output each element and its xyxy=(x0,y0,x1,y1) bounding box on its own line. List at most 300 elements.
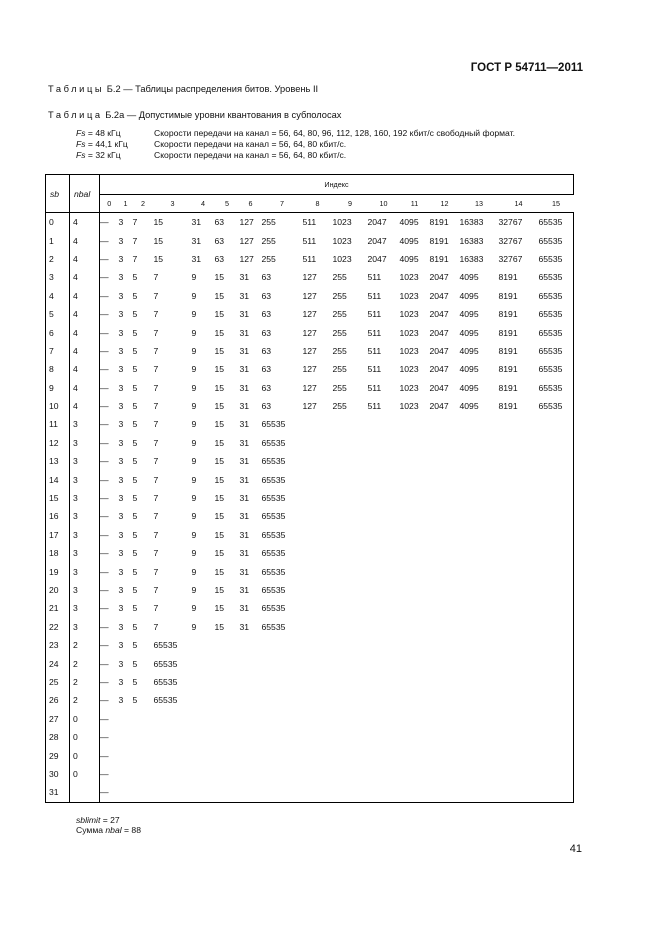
index-value-cell xyxy=(119,710,133,728)
index-value-cell: 31 xyxy=(239,548,250,559)
index-value-cell: 15 xyxy=(214,621,225,632)
index-value-cell: — xyxy=(100,253,109,264)
index-value-cell xyxy=(460,526,499,544)
index-value-cell: 15 xyxy=(214,345,225,356)
index-value-cell: 1023 xyxy=(399,309,419,320)
index-value-cell xyxy=(460,746,499,764)
index-value-cell xyxy=(303,434,333,452)
table-row xyxy=(46,305,574,323)
sb-cell: 25 xyxy=(46,673,70,691)
index-value-cell: — xyxy=(100,217,109,228)
index-value-cell xyxy=(368,434,400,452)
index-value-cell xyxy=(333,489,368,507)
index-value-cell: 9 xyxy=(191,327,197,338)
index-value-cell xyxy=(460,728,499,746)
fs-value: = 32 кГц xyxy=(85,150,121,161)
index-value-cell: 255 xyxy=(332,309,347,320)
index-value-cell xyxy=(400,765,430,783)
index-value-cell xyxy=(262,654,303,672)
nbal-cell: 4 xyxy=(70,397,100,415)
index-header-row xyxy=(46,195,574,213)
nbal-cell: 0 xyxy=(70,728,100,746)
index-value-cell: 9 xyxy=(191,621,197,632)
index-value-cell xyxy=(192,728,215,746)
index-value-cell xyxy=(368,710,400,728)
index-value-cell xyxy=(192,673,215,691)
index-value-cell: 63 xyxy=(261,290,272,301)
nbal-cell: 4 xyxy=(70,268,100,286)
index-value-cell xyxy=(262,728,303,746)
index-value-cell: 15 xyxy=(214,474,225,485)
index-value-cell: 5 xyxy=(132,456,138,467)
nbal-cell xyxy=(70,783,100,802)
table-row xyxy=(46,710,574,728)
index-value-cell xyxy=(499,470,539,488)
index-value-cell xyxy=(400,673,430,691)
index-value-cell: 15 xyxy=(214,309,225,320)
index-value-cell: 65535 xyxy=(539,268,574,286)
index-value-cell xyxy=(539,415,574,433)
index-value-cell: 31 xyxy=(239,566,250,577)
index-value-cell xyxy=(499,618,539,636)
index-value-cell: 1023 xyxy=(399,327,419,338)
index-value-cell: 7 xyxy=(153,401,159,412)
nbal-sum-prefix: Сумма xyxy=(76,825,106,835)
index-value-cell xyxy=(539,636,574,654)
index-value-cell: 65535 xyxy=(539,250,574,268)
index-value-cell xyxy=(430,673,460,691)
index-value-cell: — xyxy=(100,345,109,356)
nbal-cell: 3 xyxy=(70,415,100,433)
index-value-cell xyxy=(460,654,499,672)
index-value-cell: 511 xyxy=(367,401,382,412)
index-value-cell: 65535 xyxy=(261,621,286,632)
index-value-cell xyxy=(430,691,460,709)
column-header-sb: sb xyxy=(46,175,70,213)
index-value-cell: 7 xyxy=(153,364,159,375)
sb-cell: 9 xyxy=(46,379,70,397)
index-value-cell xyxy=(499,415,539,433)
index-value-cell: 1023 xyxy=(399,272,419,283)
index-value-cell xyxy=(240,746,262,764)
index-value-cell xyxy=(499,562,539,580)
index-value-cell: 4095 xyxy=(459,382,479,393)
nbal-cell: 0 xyxy=(70,710,100,728)
index-value-cell: 7 xyxy=(153,493,159,504)
index-value-cell: 3 xyxy=(118,566,124,577)
index-value-cell xyxy=(499,507,539,525)
index-value-cell: 31 xyxy=(239,290,250,301)
index-value-cell xyxy=(303,489,333,507)
index-value-cell xyxy=(539,710,574,728)
index-value-cell xyxy=(430,544,460,562)
index-value-cell xyxy=(119,783,133,802)
index-value-cell: 1023 xyxy=(399,345,419,356)
index-value-cell xyxy=(400,599,430,617)
index-value-cell: — xyxy=(100,695,109,706)
index-value-cell: 5 xyxy=(132,676,138,687)
index-value-cell xyxy=(539,691,574,709)
index-column-header: 7 xyxy=(262,195,303,213)
index-value-cell: 9 xyxy=(191,290,197,301)
index-value-cell: 511 xyxy=(367,364,382,375)
index-value-cell xyxy=(460,636,499,654)
index-value-cell: 511 xyxy=(367,382,382,393)
index-value-cell: 4095 xyxy=(459,345,479,356)
index-value-cell: 7 xyxy=(153,419,159,430)
index-value-cell: 5 xyxy=(132,309,138,320)
index-value-cell xyxy=(333,654,368,672)
index-value-cell: 65535 xyxy=(261,603,286,614)
index-value-cell xyxy=(119,765,133,783)
column-header-nbal: nbal xyxy=(70,175,100,213)
index-value-cell xyxy=(430,618,460,636)
index-value-cell: 65535 xyxy=(539,379,574,397)
index-value-cell xyxy=(430,654,460,672)
index-value-cell: 7 xyxy=(153,529,159,540)
index-value-cell: 3 xyxy=(118,548,124,559)
index-value-cell: 16383 xyxy=(459,235,484,246)
index-value-cell: — xyxy=(100,474,109,485)
index-value-cell: 31 xyxy=(239,511,250,522)
index-value-cell xyxy=(400,636,430,654)
table-row xyxy=(46,489,574,507)
index-value-cell: 63 xyxy=(261,272,272,283)
index-value-cell xyxy=(499,489,539,507)
index-value-cell: 31 xyxy=(239,474,250,485)
index-value-cell: 8191 xyxy=(498,401,518,412)
index-value-cell xyxy=(400,728,430,746)
index-value-cell: 3 xyxy=(118,585,124,595)
index-value-cell xyxy=(133,728,154,746)
nbal-cell: 2 xyxy=(70,691,100,709)
index-value-cell xyxy=(539,562,574,580)
index-value-cell: 4095 xyxy=(399,253,419,264)
index-value-cell: 2047 xyxy=(429,290,449,301)
nbal-cell: 3 xyxy=(70,581,100,599)
sb-cell: 14 xyxy=(46,470,70,488)
index-value-cell xyxy=(539,618,574,636)
index-value-cell: 65535 xyxy=(539,287,574,305)
index-value-cell: 4095 xyxy=(399,235,419,246)
index-value-cell: — xyxy=(100,364,109,375)
index-value-cell xyxy=(154,728,192,746)
index-value-cell: 5 xyxy=(132,493,138,504)
sb-cell: 31 xyxy=(46,783,70,802)
index-value-cell: 3 xyxy=(118,345,124,356)
index-value-cell: 65535 xyxy=(153,658,178,669)
index-value-cell: 127 xyxy=(302,327,317,338)
table-row xyxy=(46,581,574,599)
index-value-cell xyxy=(400,654,430,672)
index-value-cell: 65535 xyxy=(261,419,286,430)
index-value-cell xyxy=(240,636,262,654)
sb-cell: 5 xyxy=(46,305,70,323)
table-row xyxy=(46,379,574,397)
index-column-header: 5 xyxy=(215,195,240,213)
index-value-cell xyxy=(262,636,303,654)
table-b2-title xyxy=(48,84,318,94)
index-value-cell: 1023 xyxy=(399,364,419,375)
index-value-cell: 9 xyxy=(191,419,197,430)
index-value-cell: 2047 xyxy=(429,309,449,320)
index-value-cell xyxy=(539,544,574,562)
index-value-cell: 7 xyxy=(153,309,159,320)
index-value-cell: 63 xyxy=(214,217,225,228)
index-value-cell: 15 xyxy=(214,493,225,504)
index-value-cell: 8191 xyxy=(429,253,449,264)
table-row xyxy=(46,654,574,672)
index-value-cell: 15 xyxy=(214,603,225,614)
nbal-cell: 3 xyxy=(70,434,100,452)
index-value-cell xyxy=(368,636,400,654)
index-value-cell: 9 xyxy=(191,382,197,393)
index-column-header: 15 xyxy=(539,195,574,213)
index-value-cell: — xyxy=(100,548,109,559)
index-value-cell xyxy=(262,691,303,709)
index-value-cell xyxy=(368,415,400,433)
index-value-cell xyxy=(368,562,400,580)
index-value-cell: 1023 xyxy=(399,401,419,412)
index-value-cell: — xyxy=(100,493,109,504)
index-value-cell: 511 xyxy=(302,253,317,264)
fs-description: Скорости передачи на канал = 56, 64, 80 кбит/с. xyxy=(154,139,347,150)
index-value-cell: 3 xyxy=(118,511,124,522)
index-value-cell: 255 xyxy=(332,364,347,375)
index-value-cell xyxy=(460,489,499,507)
index-value-cell xyxy=(133,765,154,783)
index-value-cell xyxy=(368,544,400,562)
index-value-cell: 511 xyxy=(367,290,382,301)
index-column-header: 11 xyxy=(400,195,430,213)
nbal-cell: 0 xyxy=(70,746,100,764)
index-value-cell: 31 xyxy=(239,493,250,504)
index-value-cell xyxy=(154,710,192,728)
index-value-cell: 127 xyxy=(302,272,317,283)
index-value-cell: 5 xyxy=(132,511,138,522)
index-value-cell: 2047 xyxy=(367,253,387,264)
index-value-cell: 9 xyxy=(191,456,197,467)
index-value-cell: 65535 xyxy=(539,397,574,415)
fs-symbol: Fs xyxy=(76,128,86,138)
index-value-cell: 2047 xyxy=(429,401,449,412)
index-value-cell: 5 xyxy=(132,640,138,651)
index-value-cell xyxy=(303,636,333,654)
index-value-cell xyxy=(539,507,574,525)
index-value-cell: 65535 xyxy=(261,474,286,485)
index-value-cell: 32767 xyxy=(498,253,523,264)
table-row xyxy=(46,618,574,636)
index-value-cell: 7 xyxy=(153,474,159,485)
sb-cell: 19 xyxy=(46,562,70,580)
index-value-cell xyxy=(400,544,430,562)
index-value-cell: — xyxy=(100,529,109,540)
nbal-cell: 4 xyxy=(70,342,100,360)
index-value-cell xyxy=(460,434,499,452)
index-value-cell xyxy=(192,783,215,802)
table-row xyxy=(46,287,574,305)
table-row xyxy=(46,544,574,562)
index-value-cell xyxy=(303,599,333,617)
sblimit-note xyxy=(76,815,120,825)
index-value-cell: 31 xyxy=(239,327,250,338)
index-value-cell: 3 xyxy=(118,217,124,228)
index-value-cell xyxy=(215,746,240,764)
index-value-cell xyxy=(460,544,499,562)
index-value-cell: 3 xyxy=(118,419,124,430)
index-value-cell: 5 xyxy=(132,382,138,393)
sb-cell: 20 xyxy=(46,581,70,599)
index-value-cell xyxy=(499,544,539,562)
index-value-cell xyxy=(303,618,333,636)
index-value-cell: 16383 xyxy=(459,253,484,264)
index-value-cell xyxy=(333,746,368,764)
index-value-cell xyxy=(333,507,368,525)
index-value-cell: 2047 xyxy=(429,272,449,283)
sblimit-value: = 27 xyxy=(100,815,120,825)
index-value-cell xyxy=(262,710,303,728)
index-value-cell: 63 xyxy=(261,345,272,356)
index-value-cell xyxy=(333,691,368,709)
sblimit-symbol: sblimit xyxy=(76,815,101,825)
index-value-cell: 65535 xyxy=(539,323,574,341)
table-row xyxy=(46,728,574,746)
index-value-cell: 3 xyxy=(118,253,124,264)
index-value-cell xyxy=(430,636,460,654)
nbal-sum-note xyxy=(76,825,141,835)
index-column-header: 6 xyxy=(240,195,262,213)
index-value-cell: 15 xyxy=(214,585,225,595)
sb-cell: 4 xyxy=(46,287,70,305)
index-value-cell xyxy=(400,434,430,452)
index-value-cell: 1023 xyxy=(332,217,352,228)
index-column-header: 14 xyxy=(499,195,539,213)
index-value-cell xyxy=(303,783,333,802)
sb-cell: 27 xyxy=(46,710,70,728)
index-value-cell: 1023 xyxy=(332,253,352,264)
index-value-cell: 3 xyxy=(118,658,124,669)
index-value-cell: 3 xyxy=(118,640,124,651)
index-value-cell xyxy=(262,783,303,802)
index-value-cell: 15 xyxy=(214,401,225,412)
index-value-cell: 511 xyxy=(302,235,317,246)
index-value-cell: 31 xyxy=(239,272,250,283)
index-value-cell: 127 xyxy=(302,401,317,412)
index-value-cell xyxy=(133,746,154,764)
index-value-cell xyxy=(368,618,400,636)
index-value-cell: 31 xyxy=(239,529,250,540)
index-value-cell xyxy=(499,765,539,783)
index-value-cell: 8191 xyxy=(498,364,518,375)
index-value-cell: 7 xyxy=(153,327,159,338)
index-value-cell xyxy=(333,728,368,746)
index-value-cell: 9 xyxy=(191,309,197,320)
nbal-cell: 4 xyxy=(70,250,100,268)
table-row xyxy=(46,342,574,360)
index-value-cell xyxy=(460,452,499,470)
index-value-cell: 65535 xyxy=(539,305,574,323)
index-value-cell: 255 xyxy=(261,217,276,228)
index-value-cell: 16383 xyxy=(459,217,484,228)
index-value-cell: 9 xyxy=(191,566,197,577)
index-value-cell: 65535 xyxy=(261,548,286,559)
index-value-cell: 3 xyxy=(118,695,124,706)
index-value-cell xyxy=(215,636,240,654)
nbal-cell: 4 xyxy=(70,305,100,323)
index-value-cell: 63 xyxy=(261,382,272,393)
table-b2a-label: Таблица xyxy=(48,110,103,120)
index-value-cell: 7 xyxy=(153,511,159,522)
index-value-cell: 5 xyxy=(132,290,138,301)
index-value-cell: 9 xyxy=(191,345,197,356)
index-value-cell: 5 xyxy=(132,548,138,559)
index-value-cell xyxy=(192,710,215,728)
index-value-cell xyxy=(368,470,400,488)
index-value-cell: 5 xyxy=(132,327,138,338)
nbal-sum-value: = 88 xyxy=(121,825,141,835)
index-value-cell: 65535 xyxy=(261,585,286,595)
column-header-index: Индекс xyxy=(100,175,574,195)
index-value-cell xyxy=(460,618,499,636)
index-value-cell xyxy=(539,746,574,764)
index-value-cell: 9 xyxy=(191,603,197,614)
table-row xyxy=(46,231,574,249)
index-value-cell: 7 xyxy=(153,548,159,559)
index-value-cell: 255 xyxy=(332,290,347,301)
index-value-cell xyxy=(400,691,430,709)
index-value-cell xyxy=(368,489,400,507)
index-value-cell xyxy=(400,618,430,636)
table-row xyxy=(46,783,574,802)
index-value-cell: 5 xyxy=(132,437,138,448)
index-value-cell: 3 xyxy=(118,529,124,540)
index-value-cell: 65535 xyxy=(261,437,286,448)
index-column-header: 4 xyxy=(192,195,215,213)
index-value-cell xyxy=(539,434,574,452)
index-value-cell: 63 xyxy=(261,327,272,338)
index-value-cell: 127 xyxy=(302,364,317,375)
sb-cell: 23 xyxy=(46,636,70,654)
table-row xyxy=(46,360,574,378)
index-value-cell: 5 xyxy=(132,621,138,632)
index-value-cell xyxy=(539,489,574,507)
index-value-cell: 127 xyxy=(239,217,254,228)
index-value-cell xyxy=(499,673,539,691)
index-value-cell: 8191 xyxy=(429,217,449,228)
index-value-cell: — xyxy=(100,272,109,283)
index-value-cell: 7 xyxy=(153,272,159,283)
index-value-cell: 3 xyxy=(118,493,124,504)
table-row xyxy=(46,526,574,544)
index-value-cell: 8191 xyxy=(498,345,518,356)
index-value-cell: 2047 xyxy=(429,327,449,338)
index-value-cell xyxy=(303,691,333,709)
index-value-cell: 1023 xyxy=(399,382,419,393)
index-value-cell: 5 xyxy=(132,419,138,430)
index-value-cell xyxy=(333,544,368,562)
sb-cell: 28 xyxy=(46,728,70,746)
index-value-cell: 31 xyxy=(239,364,250,375)
sb-cell: 24 xyxy=(46,654,70,672)
index-value-cell: 15 xyxy=(153,253,164,264)
index-value-cell xyxy=(333,581,368,599)
index-value-cell: 65535 xyxy=(153,695,178,706)
index-column-header: 3 xyxy=(154,195,192,213)
index-value-cell: 9 xyxy=(191,437,197,448)
table-row xyxy=(46,434,574,452)
table-row xyxy=(46,691,574,709)
index-value-cell: 1023 xyxy=(332,235,352,246)
